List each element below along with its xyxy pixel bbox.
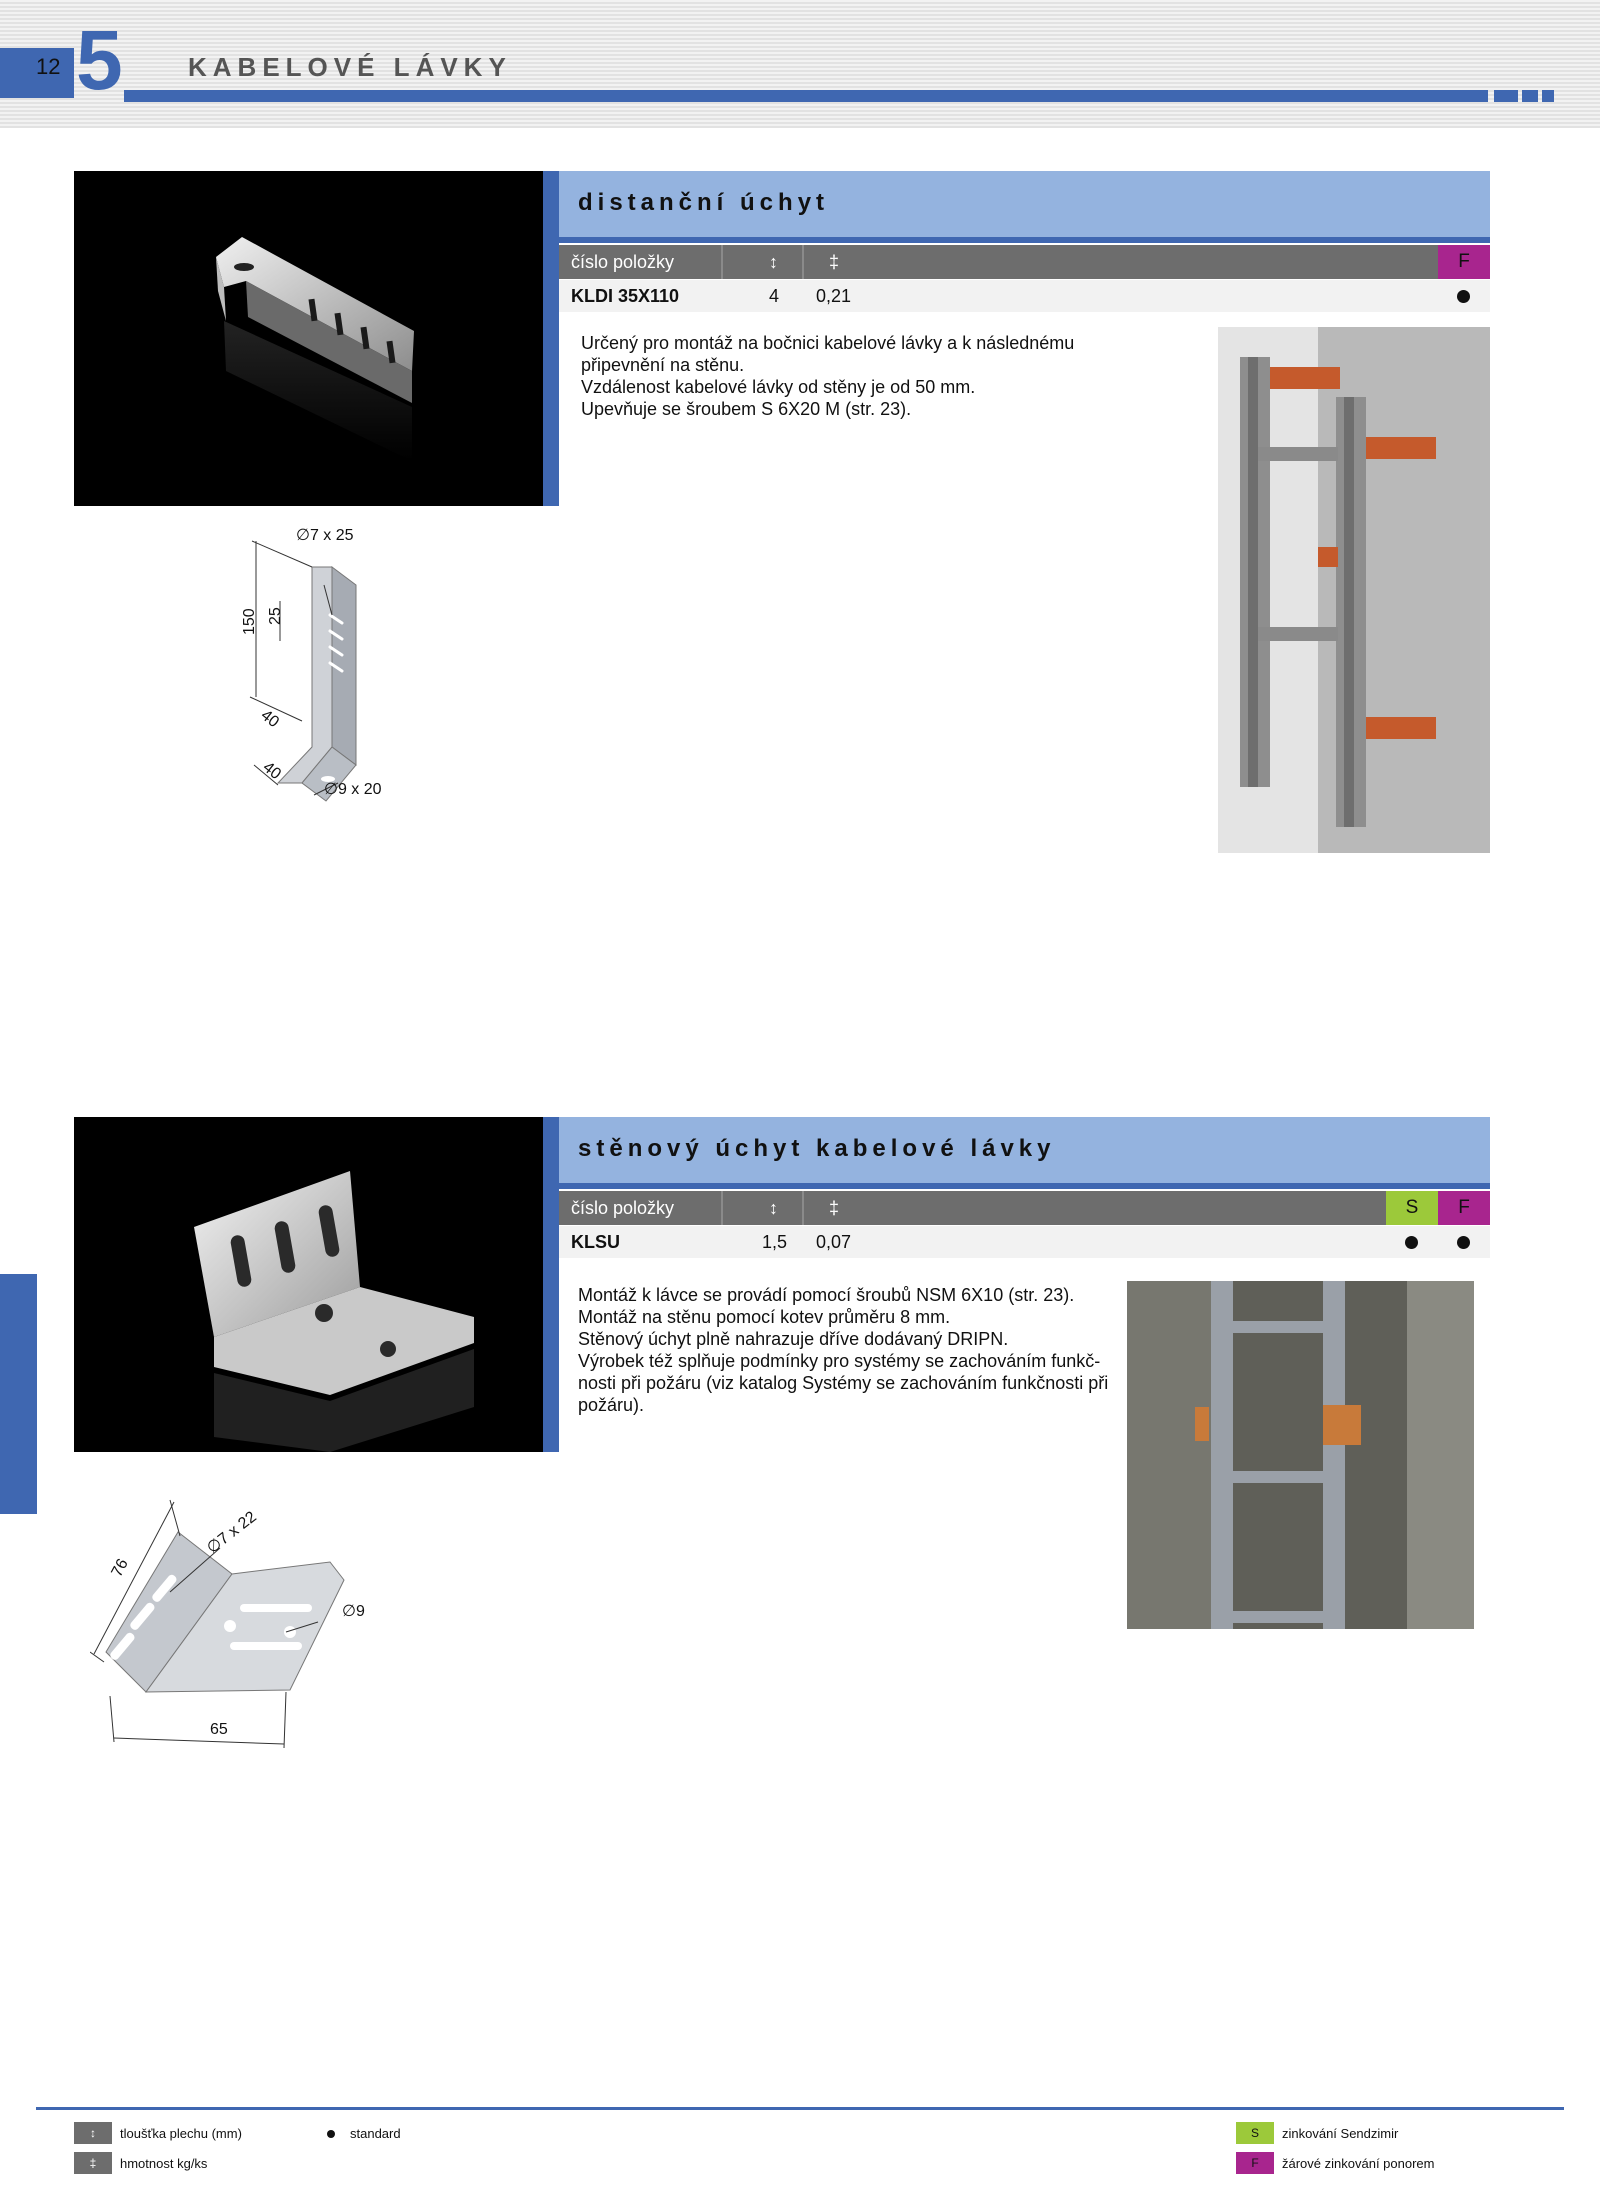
product-title-bar [559, 171, 1490, 243]
standard-dot-icon [327, 2130, 335, 2138]
column-divider [721, 245, 723, 279]
column-divider [802, 245, 804, 279]
product-description [581, 332, 1141, 420]
col-item-number: číslo položky [571, 1198, 675, 1218]
weight-icon: ‡ [74, 2152, 112, 2174]
dimension-drawing-klsu [90, 1496, 390, 1762]
weight-icon: ‡ [829, 252, 840, 272]
weight-value: 0,21 [816, 286, 852, 306]
table-row [559, 280, 1490, 312]
description-line: Montáž na stěnu pomocí kotev průměru 8 mm. [578, 1307, 951, 1327]
finish-f-badge: F [1438, 245, 1490, 279]
column-divider [802, 1191, 804, 1225]
description-line: Vzdálenost kabelové lávky od stěny je od 50 mm. [581, 377, 976, 397]
dim-bottom-hole: ∅9 x 20 [324, 781, 382, 798]
section-accent-strip [543, 171, 559, 506]
header-square [1522, 90, 1538, 102]
product-title: distanční úchyt [578, 189, 830, 216]
standard-dot-f [1457, 290, 1470, 303]
dim-leg-2: 40 [259, 758, 285, 784]
thickness-icon: ↕ [74, 2122, 112, 2144]
description-line: Stěnový úchyt plně nahrazuje dříve dodávaný DRIPN. [578, 1329, 1009, 1349]
weight-value: 0,07 [816, 1232, 852, 1252]
item-code: KLDI 35X110 [571, 286, 680, 306]
description-line: Upevňuje se šroubem S 6X20 M (str. 23). [581, 399, 912, 419]
legend-standard-label: standard [350, 2126, 401, 2141]
description-line: Montáž k lávce se provádí pomocí šroubů NSM 6X10 (str. 23). [578, 1285, 1075, 1305]
standard-dot-f [1457, 1236, 1470, 1249]
chapter-title: KABELOVÉ LÁVKY [188, 52, 512, 82]
product-description [578, 1284, 1118, 1416]
legend-thickness-label: tloušťka plechu (mm) [120, 2126, 242, 2141]
table-header [559, 245, 1490, 279]
dim-slot: ∅7 x 22 [203, 1508, 260, 1558]
product-title: stěnový úchyt kabelové lávky [578, 1135, 1056, 1162]
header-rule [124, 90, 1488, 102]
dim-height: 76 [108, 1556, 132, 1580]
product-photo-klsu [74, 1117, 544, 1452]
description-line: Výrobek též splňuje podmínky pro systémy se zachováním funkč- [578, 1351, 1101, 1371]
weight-icon: ‡ [829, 1198, 840, 1218]
product-photo-kldi [74, 171, 544, 506]
thickness-icon: ↕ [769, 252, 778, 272]
standard-dot-s [1405, 1236, 1418, 1249]
item-code: KLSU [571, 1232, 620, 1252]
description-line: nosti při požáru (viz katalog Systémy se zachováním funkčnosti při [578, 1373, 1109, 1393]
thickness-value: 4 [769, 286, 780, 306]
dim-height: 150 [241, 608, 258, 635]
dim-hole: ∅9 [342, 1603, 365, 1620]
dim-top-hole: ∅7 x 25 [296, 527, 354, 544]
header-square [1542, 90, 1554, 102]
finish-s-badge: S [1386, 1191, 1438, 1225]
installation-render-klsu [1127, 1281, 1474, 1629]
finish-f-badge: F [1438, 1191, 1490, 1225]
legend-weight-label: hmotnost kg/ks [120, 2156, 208, 2171]
legend-f-label: žárové zinkování ponorem [1282, 2156, 1435, 2171]
description-line: požáru). [578, 1395, 645, 1415]
dim-pitch: 25 [267, 607, 284, 625]
side-chapter-tab [0, 1274, 37, 1514]
header-square [1494, 90, 1518, 102]
thickness-value: 1,5 [762, 1232, 788, 1252]
page-number: 12 [36, 54, 61, 79]
dim-width: 65 [210, 1721, 228, 1738]
finish-s-icon: S [1236, 2122, 1274, 2144]
table-header [559, 1191, 1490, 1225]
description-line: připevnění na stěnu. [581, 355, 745, 375]
dimension-drawing-kldi [230, 515, 410, 805]
installation-render-kldi [1218, 327, 1490, 853]
column-divider [721, 1191, 723, 1225]
legend-s-label: zinkování Sendzimir [1282, 2126, 1399, 2141]
table-row [559, 1226, 1490, 1258]
product-title-bar [559, 1117, 1490, 1189]
description-line: Určený pro montáž na bočnici kabelové lávky a k následnému [581, 333, 1075, 353]
chapter-number: 5 [76, 13, 123, 107]
dim-leg-1: 40 [257, 706, 283, 732]
col-item-number: číslo položky [571, 252, 675, 272]
finish-f-icon: F [1236, 2152, 1274, 2174]
thickness-icon: ↕ [769, 1198, 778, 1218]
footer-rule [36, 2107, 1564, 2110]
section-accent-strip [543, 1117, 559, 1452]
